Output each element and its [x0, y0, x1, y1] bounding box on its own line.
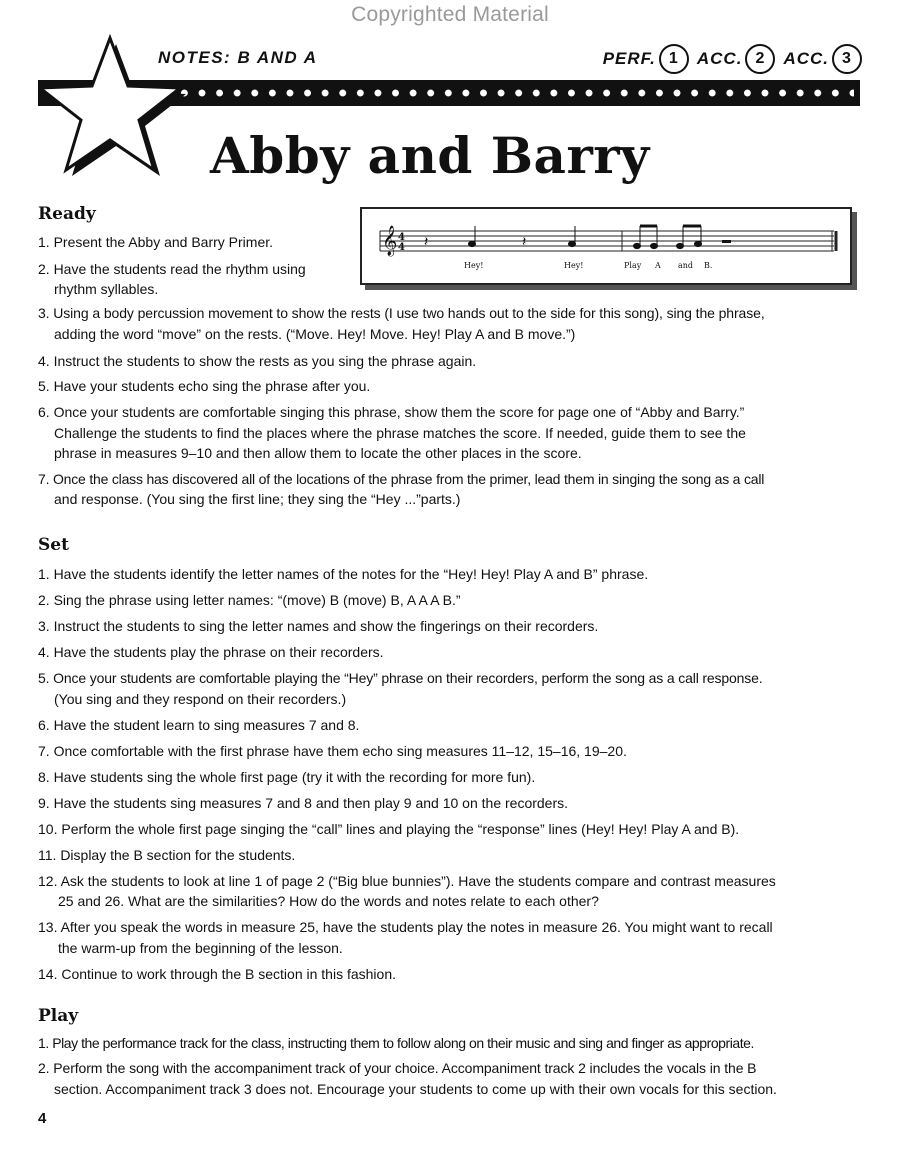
- list-item: 3. Instruct the students to sing the letter names and show the fingerings on their recorders.: [38, 618, 599, 634]
- list-item: adding the word “move” on the rests. (“Move. Hey! Move. Hey! Play A and B move.”): [54, 325, 576, 342]
- list-item: 11. Display the B section for the students.: [38, 846, 296, 863]
- svg-text:4: 4: [398, 242, 405, 253]
- list-item: 14. Continue to work through the B section in this fashion.: [38, 965, 396, 982]
- list-item: 13. After you speak the words in measure 25, have the students play the notes in measure 26. You might want to recall: [38, 919, 773, 935]
- svg-text:𝄽: 𝄽: [424, 234, 429, 250]
- list-item: the warm-up from the beginning of the lesson.: [58, 939, 343, 956]
- list-item: section. Accompaniment track 3 does not. Encourage your students to come up with their own vocals for this section.: [54, 1080, 777, 1097]
- list-item: 2. Perform the song with the accompaniment track of your choice. Accompaniment track 2 includes the vocals in the B: [38, 1060, 757, 1076]
- lyric-b: B.: [704, 261, 713, 270]
- page-number: 4: [38, 1110, 47, 1127]
- list-item: 7. Once the class has discovered all of the locations of the phrase from the primer, lead them in singing the song as a call: [38, 470, 765, 487]
- ready-heading: Ready: [38, 204, 96, 224]
- list-item: 12. Ask the students to look at line 1 of page 2 (“Big blue bunnies”). Have the students compare and contrast measures: [38, 872, 776, 889]
- notes-label: NOTES: B AND A: [158, 48, 318, 67]
- svg-text:𝄞: 𝄞: [382, 226, 398, 256]
- lyric-play: Play: [624, 261, 642, 270]
- list-item: 5. Once your students are comfortable playing the “Hey” phrase on their recorders, perform the song as a call response.: [38, 670, 763, 686]
- lyric-hey-1: Hey!: [464, 261, 484, 270]
- svg-text:𝄽: 𝄽: [522, 234, 527, 250]
- list-item: 1. Have the students identify the letter names of the notes for the “Hey! Hey! Play A and B” phrase.: [38, 566, 649, 582]
- track-badges: [595, 44, 862, 74]
- set-heading: Set: [38, 535, 69, 555]
- track-1-badge: 1: [659, 44, 689, 74]
- copyright-watermark: Copyrighted Material: [351, 3, 549, 26]
- list-item: 6. Once your students are comfortable singing this phrase, show them the score for page one of “Abby and Barry.”: [38, 404, 745, 420]
- list-item: and response. (You sing the first line; they sing the “Hey ...”parts.): [54, 491, 461, 507]
- list-item: 2. Sing the phrase using letter names: “(move) B (move) B, A A A B.”: [38, 592, 461, 608]
- acc-label-2: ACC.: [783, 49, 829, 68]
- perf-label: PERF.: [602, 49, 656, 68]
- play-steps: [38, 1033, 868, 1099]
- list-item: phrase in measures 9–10 and then allow them to locate the other places in the score.: [54, 445, 582, 461]
- acc-label-1: ACC.: [696, 49, 743, 68]
- list-item: (You sing and they respond on their recorders.): [54, 690, 347, 707]
- list-item: 10. Perform the whole first page singing the “call” lines and playing the “response” lines (Hey! Hey! Play A and B).: [38, 820, 740, 837]
- list-item: 4. Have the students play the phrase on their recorders.: [38, 644, 384, 660]
- list-item: 7. Once comfortable with the first phrase have them echo sing measures 11–12, 15–16, 19–20.: [38, 742, 627, 759]
- svg-text:4: 4: [398, 232, 405, 243]
- list-item: Challenge the students to find the places where the phrase matches the score. If needed, guide them to see the: [54, 424, 746, 441]
- lyric-and: and: [678, 261, 694, 270]
- list-item: 5. Have your students echo sing the phrase after you.: [38, 378, 371, 394]
- lyric-a: A: [655, 261, 661, 270]
- list-item: 4. Instruct the students to show the rests as you sing the phrase again.: [38, 353, 477, 369]
- list-item: 6. Have the student learn to sing measures 7 and 8.: [38, 716, 360, 733]
- play-heading: Play: [38, 1006, 79, 1026]
- list-item: 1. Play the performance track for the class, instructing them to follow along on their music and sing and finger as appropriate.: [38, 1035, 754, 1051]
- set-steps: [38, 564, 868, 990]
- list-item: 8. Have students sing the whole first page (try it with the recording for more fun).: [38, 768, 536, 785]
- list-item: 25 and 26. What are the similarities? How do the words and notes relate to each other?: [58, 893, 599, 909]
- track-3-badge: 3: [832, 44, 862, 74]
- ready-steps: [38, 232, 868, 510]
- list-item: 2. Have the students read the rhythm using: [38, 261, 306, 277]
- list-item: 9. Have the students sing measures 7 and 8 and then play 9 and 10 on the recorders.: [38, 794, 569, 811]
- page-title: Abby and Barry: [210, 126, 650, 185]
- lyric-hey-2: Hey!: [564, 261, 584, 270]
- list-item: 3. Using a body percussion movement to show the rests (I use two hands out to the side for this song), sing the phrase,: [38, 305, 765, 321]
- list-item: 1. Present the Abby and Barry Primer.: [38, 234, 274, 250]
- track-2-badge: 2: [745, 44, 775, 74]
- list-item: rhythm syllables.: [54, 281, 159, 297]
